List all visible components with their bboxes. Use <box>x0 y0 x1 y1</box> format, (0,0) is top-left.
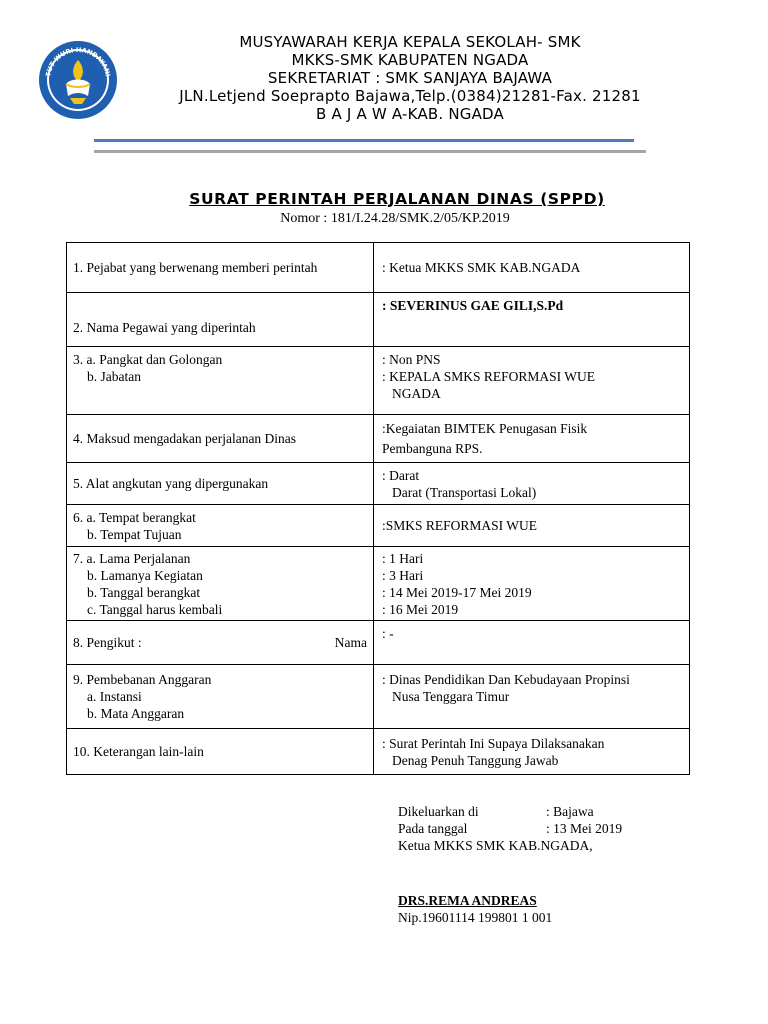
letterhead-city: B A J A W A-KAB. NGADA <box>316 105 504 123</box>
issued-at-value: : Bajawa <box>546 804 594 819</box>
row-7-label: 7. a. Lama Perjalanan b. Lamanya Kegiatan b. Tanggal berangkat c. Tanggal harus kembali <box>67 547 374 621</box>
table-row <box>67 547 690 621</box>
row-9-label: 9. Pembebanan Anggaran a. Instansi b. Mata Anggaran <box>67 665 374 729</box>
table-row <box>67 347 690 415</box>
row-10-value: : Surat Perintah Ini Supaya Dilaksanakan Denag Penuh Tanggung Jawab <box>374 729 690 775</box>
document-title: SURAT PERINTAH PERJALANAN DINAS (SPPD) <box>189 190 605 208</box>
table-row <box>67 243 690 293</box>
letterhead-rule-gray <box>94 150 646 153</box>
row-5-value: : Darat Darat (Transportasi Lokal) <box>374 463 690 505</box>
row-8-value: : - <box>374 621 690 665</box>
date-label: Pada tanggal <box>398 821 468 836</box>
letterhead-line-1: MUSYAWARAH KERJA KEPALA SEKOLAH- SMK <box>239 33 581 51</box>
row-4-label: 4. Maksud mengadakan perjalanan Dinas <box>67 415 374 463</box>
row-2-label: 2. Nama Pegawai yang diperintah <box>67 293 374 347</box>
table-row <box>67 729 690 775</box>
document-number: Nomor : 181/I.24.28/SMK.2/05/KP.2019 <box>280 211 510 226</box>
table-row <box>67 621 690 665</box>
letterhead-line-2: MKKS-SMK KABUPATEN NGADA <box>291 51 529 69</box>
row-6-label: 6. a. Tempat berangkat b. Tempat Tujuan <box>67 505 374 547</box>
logo-text: TUT WURI HANDAYANI <box>44 45 112 78</box>
table-row <box>67 463 690 505</box>
row-3-label: 3. a. Pangkat dan Golongan b. Jabatan <box>67 347 374 415</box>
row-1-value: : Ketua MKKS SMK KAB.NGADA <box>374 243 690 293</box>
row-6-value: :SMKS REFORMASI WUE <box>374 505 690 547</box>
date-value: : 13 Mei 2019 <box>546 821 623 836</box>
sppd-table <box>66 242 690 775</box>
letterhead-rule-blue <box>94 139 634 142</box>
row-3-value: : Non PNS : KEPALA SMKS REFORMASI WUE NGADA <box>374 347 690 415</box>
signer-name: DRS.REMA ANDREAS <box>398 893 537 908</box>
table-row <box>67 505 690 547</box>
issued-at-label: Dikeluarkan di <box>398 804 479 819</box>
row-10-label: 10. Keterangan lain-lain <box>67 729 374 775</box>
row-1-label: 1. Pejabat yang berwenang memberi perintah <box>67 243 374 293</box>
row-8-label: 8. Pengikut : Nama <box>67 621 374 665</box>
letterhead-line-3: SEKRETARIAT : SMK SANJAYA BAJAWA <box>267 69 553 87</box>
signer-position: Ketua MKKS SMK KAB.NGADA, <box>398 838 593 853</box>
table-row <box>67 665 690 729</box>
signer-nip: Nip.19601114 199801 1 001 <box>398 910 553 925</box>
row-5-label: 5. Alat angkutan yang dipergunakan <box>67 463 374 505</box>
row-2-value: : SEVERINUS GAE GILI,S.Pd <box>374 293 690 347</box>
letterhead-address: JLN.Letjend Soeprapto Bajawa,Telp.(0384)21281-Fax. 21281 <box>179 87 641 105</box>
row-9-value: : Dinas Pendidikan Dan Kebudayaan Propinsi Nusa Tenggara Timur <box>374 665 690 729</box>
row-4-value: :Kegaiatan BIMTEK Penugasan Fisik Pembanguna RPS. <box>374 415 690 463</box>
signature-block <box>398 803 622 854</box>
table-row <box>67 415 690 463</box>
tut-wuri-handayani-logo <box>36 38 120 122</box>
row-7-value: : 1 Hari : 3 Hari : 14 Mei 2019-17 Mei 2019 : 16 Mei 2019 <box>374 547 690 621</box>
table-row <box>67 293 690 347</box>
letterhead <box>160 33 660 123</box>
